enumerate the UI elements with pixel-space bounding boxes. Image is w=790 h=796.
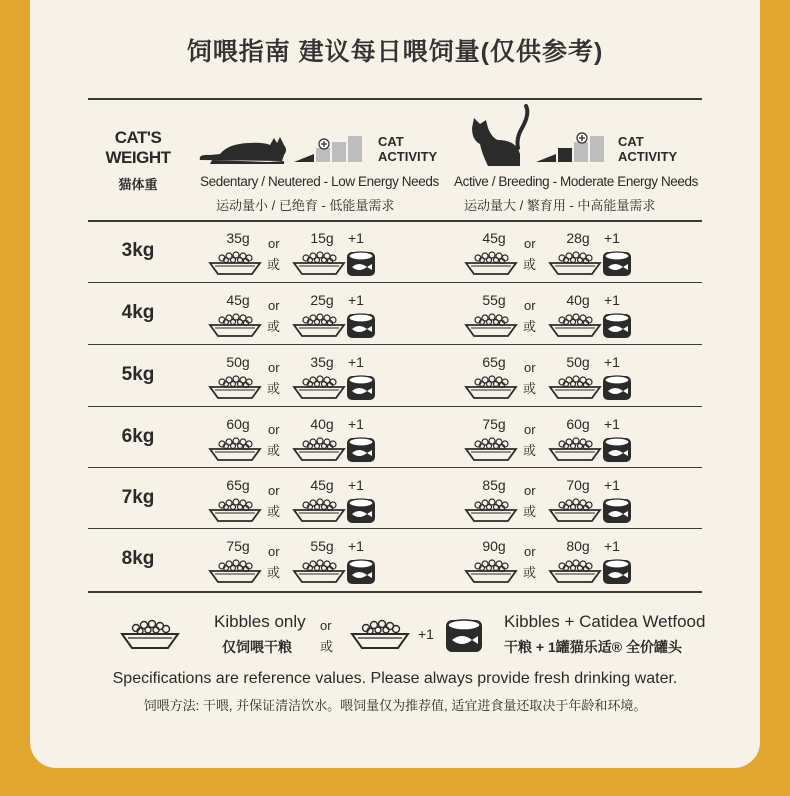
legend-mix-label: Kibbles + Catidea Wetfood [504, 612, 706, 631]
page-title: 饲喂指南 建议每日喂饲量(仅供参考) [186, 38, 604, 66]
kibble-bowl-icon [208, 374, 262, 400]
active-caption-zh: 运动量大 / 繁育用 - 中高能量需求 [464, 198, 656, 213]
or-label: or [524, 544, 536, 559]
cat-weight: 3kg [121, 240, 155, 261]
or-label-zh: 或 [267, 257, 281, 272]
low-activity-stairs-icon [292, 128, 376, 164]
table-row [88, 346, 702, 406]
dry-only-amount: 60g [226, 416, 250, 432]
wet-food-can-icon [444, 616, 484, 656]
or-label: or [524, 298, 536, 313]
or-label-zh: 或 [523, 565, 537, 580]
plus-one-can: +1 [604, 230, 620, 246]
sedentary-caption: Sedentary / Neutered - Low Energy Needs [200, 174, 439, 189]
mixed-dry-amount: 80g [566, 538, 590, 554]
mixed-dry-amount: 25g [310, 292, 334, 308]
sitting-cat-icon [468, 104, 534, 168]
row-divider [88, 344, 702, 345]
or-label-zh: 或 [267, 319, 281, 334]
or-label: or [268, 298, 280, 313]
wet-food-can-icon [346, 435, 376, 465]
wet-food-can-icon [602, 557, 632, 587]
table-row [88, 469, 702, 529]
or-label: or [268, 544, 280, 559]
dry-only-amount: 50g [226, 354, 250, 370]
cat-activity-label: CAT ACTIVITY [378, 134, 438, 164]
mixed-dry-amount: 40g [566, 292, 590, 308]
kibble-bowl-icon [292, 558, 346, 584]
kibble-bowl-icon [292, 250, 346, 276]
mixed-dry-amount: 55g [310, 538, 334, 554]
lying-cat-icon [198, 128, 290, 166]
dry-only-amount: 65g [482, 354, 506, 370]
kibble-bowl-icon [208, 497, 262, 523]
or-label: or [524, 236, 536, 251]
wet-food-can-icon [602, 435, 632, 465]
kibble-bowl-icon [548, 312, 602, 338]
or-label-zh: 或 [523, 319, 537, 334]
or-label-zh: 或 [523, 443, 537, 458]
or-label-zh: 或 [267, 504, 281, 519]
plus-one-can: +1 [604, 538, 620, 554]
plus-one-can: +1 [604, 354, 620, 370]
plus-one-can: +1 [348, 416, 364, 432]
kibble-bowl-icon [464, 312, 518, 338]
or-label-zh: 或 [267, 443, 281, 458]
reference-note: Specifications are reference values. Please always provide fresh drinking water. [112, 670, 678, 687]
legend-kibbles-label: Kibbles only [214, 612, 306, 631]
plus-one-can: +1 [348, 477, 364, 493]
sedentary-caption-zh: 运动量小 / 已绝育 - 低能量需求 [216, 198, 395, 213]
or-label: or [524, 422, 536, 437]
wet-food-can-icon [602, 496, 632, 526]
kibble-bowl-icon [118, 614, 182, 654]
cat-activity-label-active: CAT ACTIVITY [618, 134, 678, 164]
kibble-bowl-icon [548, 436, 602, 462]
kibble-bowl-icon [464, 558, 518, 584]
cat-weight: 8kg [121, 548, 155, 569]
kibble-bowl-icon [464, 436, 518, 462]
wet-food-can-icon [346, 557, 376, 587]
mixed-dry-amount: 60g [566, 416, 590, 432]
cat-weight: 7kg [121, 487, 155, 508]
kibble-bowl-icon [548, 250, 602, 276]
kibble-bowl-icon [464, 497, 518, 523]
cat-weight: 5kg [121, 364, 155, 385]
dry-only-amount: 85g [482, 477, 506, 493]
dry-only-amount: 75g [226, 538, 250, 554]
legend-or: or [320, 618, 332, 633]
or-label: or [524, 360, 536, 375]
plus-one-can: +1 [348, 354, 364, 370]
mixed-dry-amount: 45g [310, 477, 334, 493]
mixed-dry-amount: 40g [310, 416, 334, 432]
kibble-bowl-icon [208, 250, 262, 276]
plus-one-can: +1 [348, 230, 364, 246]
kibble-bowl-icon [548, 558, 602, 584]
dry-only-amount: 45g [226, 292, 250, 308]
mixed-dry-amount: 28g [566, 230, 590, 246]
kibble-bowl-icon [292, 436, 346, 462]
kibble-bowl-icon [548, 497, 602, 523]
wet-food-can-icon [346, 496, 376, 526]
kibble-bowl-icon [292, 374, 346, 400]
plus-one-can: +1 [604, 477, 620, 493]
cat-weight: 4kg [121, 302, 155, 323]
reference-note-zh: 饲喂方法: 干喂, 并保证清洁饮水。喂饲量仅为推荐值, 适宜进食量还取决于年龄和环境。 [143, 698, 647, 713]
table-row [88, 408, 702, 468]
legend-mix-label-zh: 干粮 + 1罐猫乐适® 全价罐头 [504, 639, 682, 655]
kibble-bowl-icon [208, 436, 262, 462]
weight-header: CAT'S WEIGHT [105, 128, 171, 167]
dry-only-amount: 75g [482, 416, 506, 432]
or-label-zh: 或 [267, 381, 281, 396]
wet-food-can-icon [602, 311, 632, 341]
dry-only-amount: 55g [482, 292, 506, 308]
wet-food-can-icon [602, 249, 632, 279]
dry-only-amount: 35g [226, 230, 250, 246]
kibble-bowl-icon [292, 497, 346, 523]
mixed-dry-amount: 35g [310, 354, 334, 370]
legend [88, 606, 706, 666]
legend-plus-one: +1 [418, 626, 434, 642]
moderate-activity-stairs-icon [534, 128, 618, 164]
or-label: or [268, 422, 280, 437]
or-label-zh: 或 [523, 381, 537, 396]
or-label: or [268, 360, 280, 375]
row-divider [88, 406, 702, 407]
wet-food-can-icon [346, 373, 376, 403]
top-rule [88, 98, 702, 100]
dry-only-amount: 45g [482, 230, 506, 246]
dry-only-amount: 65g [226, 477, 250, 493]
table-row [88, 222, 702, 282]
or-label-zh: 或 [523, 504, 537, 519]
plus-one-can: +1 [348, 292, 364, 308]
mixed-dry-amount: 15g [310, 230, 334, 246]
or-label: or [524, 483, 536, 498]
or-label-zh: 或 [267, 565, 281, 580]
row-divider [88, 282, 702, 283]
or-label-zh: 或 [523, 257, 537, 272]
kibble-bowl-icon [292, 312, 346, 338]
active-caption: Active / Breeding - Moderate Energy Needs [454, 174, 698, 189]
cat-weight: 6kg [121, 426, 155, 447]
wet-food-can-icon [346, 311, 376, 341]
kibble-bowl-icon [208, 312, 262, 338]
mixed-dry-amount: 50g [566, 354, 590, 370]
feeding-guide-card [30, 0, 760, 768]
table-row [88, 530, 702, 590]
plus-one-can: +1 [604, 292, 620, 308]
table-row [88, 284, 702, 344]
bottom-rule [88, 591, 702, 593]
kibble-bowl-icon [348, 614, 412, 654]
weight-header-zh: 猫体重 [118, 177, 158, 192]
plus-one-can: +1 [348, 538, 364, 554]
or-label: or [268, 483, 280, 498]
plus-one-can: +1 [604, 416, 620, 432]
dry-only-amount: 90g [482, 538, 506, 554]
kibble-bowl-icon [208, 558, 262, 584]
wet-food-can-icon [602, 373, 632, 403]
legend-kibbles-label-zh: 仅饲喂干粮 [222, 639, 292, 655]
kibble-bowl-icon [548, 374, 602, 400]
or-label: or [268, 236, 280, 251]
mixed-dry-amount: 70g [566, 477, 590, 493]
kibble-bowl-icon [464, 250, 518, 276]
legend-or-zh: 或 [320, 639, 334, 654]
kibble-bowl-icon [464, 374, 518, 400]
wet-food-can-icon [346, 249, 376, 279]
